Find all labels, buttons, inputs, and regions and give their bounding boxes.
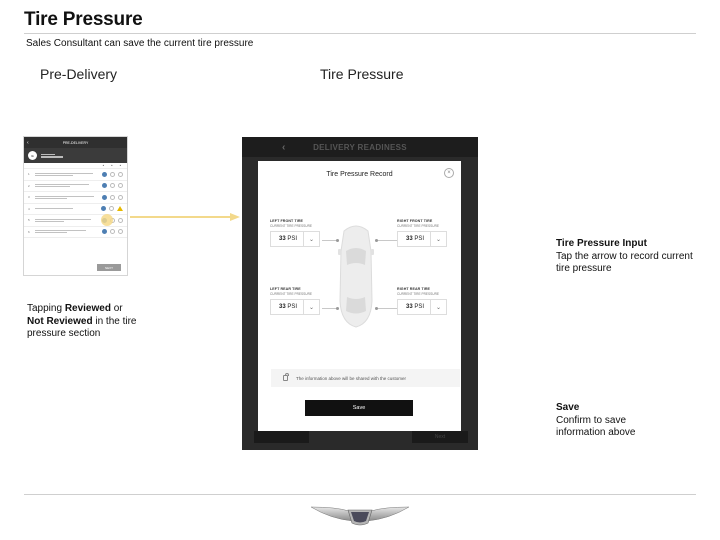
save-note: Save Confirm to save information above — [556, 402, 636, 438]
list-item: 1 — [24, 169, 127, 181]
thumb-header-bar — [24, 137, 127, 148]
page-subtitle: Sales Consultant can save the current tire pressure — [26, 38, 254, 49]
car-top-view-icon — [336, 221, 376, 329]
share-info-bar — [271, 369, 460, 387]
close-icon[interactable]: × — [444, 168, 454, 178]
left-rear-tire: LEFT REAR TIRE CURRENT TIRE PRESSURE 33 PSI ⌄ — [270, 287, 334, 315]
warning-icon — [117, 206, 123, 211]
screen-header-bar — [242, 137, 478, 157]
thumb-next-button[interactable]: NEXT — [97, 264, 121, 271]
leader-line-rr — [376, 308, 397, 309]
tire-pressure-row[interactable]: 5 — [24, 215, 127, 227]
flow-arrow — [130, 213, 240, 221]
screen-next-button[interactable]: Next — [412, 431, 468, 443]
save-button[interactable]: Save — [305, 400, 413, 416]
chevron-down-icon[interactable]: ⌄ — [430, 299, 446, 315]
tap-highlight — [101, 214, 113, 226]
pre-delivery-thumbnail — [23, 136, 128, 276]
screen-header-title: DELIVERY READINESS — [313, 142, 407, 152]
top-divider — [24, 33, 696, 34]
tire-input-note: Tire Pressure Input Tap the arrow to record current tire pressure — [556, 238, 693, 274]
pre-delivery-heading: Pre-Delivery — [40, 66, 118, 82]
thumb-customer-header — [24, 148, 127, 163]
left-rear-pressure-input[interactable]: 33 PSI ⌄ — [270, 299, 320, 315]
modal-title: Tire Pressure Record — [326, 171, 393, 178]
thumb-header-title: PRE-DELIVERY — [62, 140, 89, 145]
pre-delivery-note: Tapping Reviewed or Not Reviewed in the tire pressure section — [27, 303, 137, 339]
genesis-wings-logo-icon — [311, 503, 409, 527]
lock-icon — [283, 375, 288, 381]
right-rear-tire: RIGHT REAR TIRE CURRENT TIRE PRESSURE 33 PSI ⌄ — [397, 287, 461, 315]
right-rear-pressure-input[interactable]: 33 PSI ⌄ — [397, 299, 447, 315]
list-item: 3 — [24, 192, 127, 204]
left-front-pressure-input[interactable]: 33 PSI ⌄ — [270, 231, 320, 247]
screen-footer-left — [254, 431, 309, 443]
chevron-down-icon[interactable]: ⌄ — [430, 231, 446, 247]
left-front-tire: LEFT FRONT TIRE CURRENT TIRE PRESSURE 33 PSI ⌄ — [270, 219, 334, 247]
share-info-text: The information above will be shared with the customer — [296, 375, 407, 381]
list-item: 2 — [24, 181, 127, 193]
right-front-pressure-input[interactable]: 33 PSI ⌄ — [397, 231, 447, 247]
chevron-down-icon[interactable]: ⌄ — [303, 231, 319, 247]
thumb-back-icon: ‹ — [27, 139, 29, 146]
chevron-down-icon[interactable]: ⌄ — [303, 299, 319, 315]
page-title: Tire Pressure — [24, 9, 143, 30]
thumb-avatar: G — [28, 151, 37, 160]
thumb-column-headers: ● ● ● — [24, 163, 127, 169]
list-item: 4 — [24, 204, 127, 216]
list-item: 6 — [24, 227, 127, 239]
tire-pressure-heading: Tire Pressure — [320, 66, 404, 82]
back-icon[interactable]: ‹ — [282, 141, 286, 153]
right-front-tire: RIGHT FRONT TIRE CURRENT TIRE PRESSURE 33 PSI ⌄ — [397, 219, 461, 247]
leader-line-rf — [376, 240, 397, 241]
bottom-divider — [24, 494, 696, 495]
